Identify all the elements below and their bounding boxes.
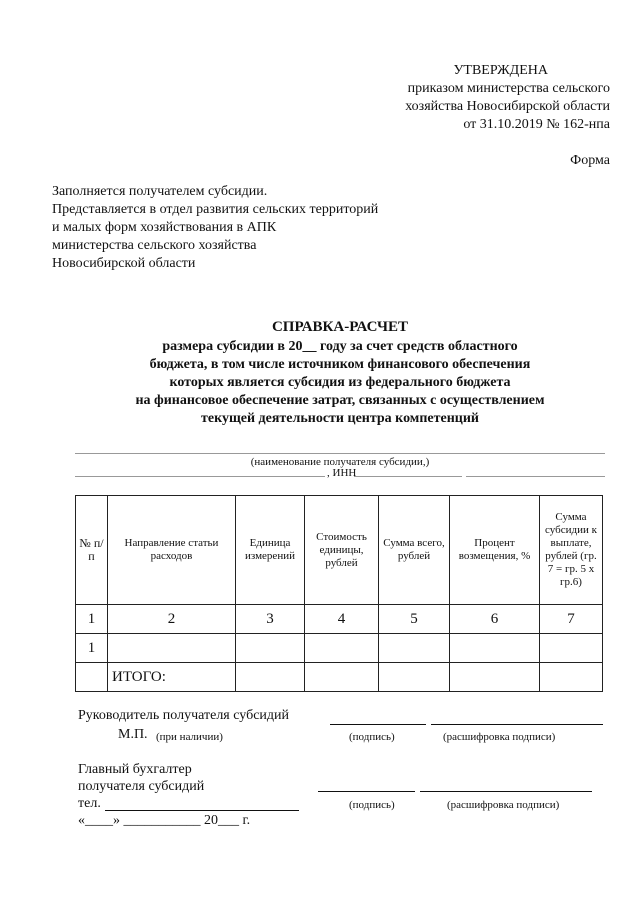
column-number: 2 <box>108 605 236 634</box>
column-number: 6 <box>450 605 540 634</box>
notice-line: министерства сельского хозяйства <box>52 238 257 253</box>
column-number: 5 <box>379 605 450 634</box>
header-cell: Сумма субсидии к выплате, рублей (гр. 7 = гр. 5 х гр.6) <box>540 496 603 605</box>
mp-note: (при наличии) <box>156 731 223 743</box>
recipient-name-line[interactable] <box>75 453 605 454</box>
accountant-signature-line[interactable] <box>318 791 415 792</box>
inn-field-line[interactable] <box>354 476 462 477</box>
title-line: которых является субсидия из федерального бюджета <box>169 375 511 390</box>
approval-line: хозяйства Новосибирской области <box>405 99 610 114</box>
notice-line: Представляется в отдел развития сельских территорий <box>52 202 379 217</box>
title-line: текущей деятельности центра компетенций <box>201 411 479 426</box>
recipient-name-caption: (наименование получателя субсидии,) <box>250 456 430 468</box>
notice-block <box>52 183 378 273</box>
total-label: ИТОГО: <box>108 663 236 692</box>
head-decoding-line[interactable] <box>431 724 603 725</box>
notice-line: Новосибирской области <box>52 256 196 271</box>
head-signature-line[interactable] <box>330 724 426 725</box>
accountant-label: получателя субсидий <box>78 779 205 794</box>
column-number: 1 <box>76 605 108 634</box>
document-title <box>60 318 620 428</box>
signature-caption: (подпись) <box>349 731 395 743</box>
header-cell: Единица измерений <box>236 496 305 605</box>
header-cell: Стоимость единицы, рублей <box>305 496 379 605</box>
approval-line: от 31.10.2019 № 162-нпа <box>463 117 610 132</box>
table-cell[interactable] <box>305 663 379 692</box>
table-row <box>76 634 603 663</box>
signature-caption: (подпись) <box>349 799 395 811</box>
table-cell[interactable] <box>450 634 540 663</box>
decoding-caption: (расшифровка подписи) <box>447 799 560 811</box>
phone-label: тел. <box>78 796 101 811</box>
inn-label: , ИНН <box>327 467 357 479</box>
date-year: 20___ г. <box>204 813 251 828</box>
title-line: размера субсидии в 20__ году за счет средств областного <box>162 339 518 354</box>
table-cell[interactable] <box>108 634 236 663</box>
phone-field-line[interactable] <box>105 810 299 811</box>
table-cell[interactable] <box>236 663 305 692</box>
table-cell[interactable] <box>540 634 603 663</box>
header-cell: № п/п <box>76 496 108 605</box>
table-cell[interactable] <box>379 663 450 692</box>
title-main: СПРАВКА-РАСЧЕТ <box>271 319 409 335</box>
header-cell: Направление статьи расходов <box>108 496 236 605</box>
column-number: 7 <box>540 605 603 634</box>
title-line: бюджета, в том числе источником финансового обеспечения <box>149 357 531 372</box>
date-day: «____» <box>78 813 120 828</box>
calculation-table <box>75 495 603 692</box>
approval-heading: УТВЕРЖДЕНА <box>453 63 548 78</box>
decoding-caption: (расшифровка подписи) <box>443 731 556 743</box>
date-month: ___________ <box>123 813 201 828</box>
table-cell[interactable] <box>305 634 379 663</box>
recipient-extra-line[interactable] <box>75 476 325 477</box>
inn-extra-line[interactable] <box>466 476 605 477</box>
notice-line: и малых форм хозяйствования в АПК <box>52 220 277 235</box>
head-label: Руководитель получателя субсидий <box>78 708 290 723</box>
column-number: 3 <box>236 605 305 634</box>
total-row <box>76 663 603 692</box>
table-cell[interactable] <box>236 634 305 663</box>
column-number-row <box>76 605 603 634</box>
header-cell: Сумма всего, рублей <box>379 496 450 605</box>
date-field[interactable] <box>78 813 250 829</box>
header-cell: Процент возмещения, % <box>450 496 540 605</box>
approval-block <box>330 62 610 134</box>
accountant-label: Главный бухгалтер <box>78 762 192 777</box>
table-header-row <box>76 496 603 605</box>
table-cell[interactable] <box>379 634 450 663</box>
title-line: на финансовое обеспечение затрат, связанных с осуществлением <box>135 393 545 408</box>
table-cell <box>76 663 108 692</box>
column-number: 4 <box>305 605 379 634</box>
approval-line: приказом министерства сельского <box>407 81 610 96</box>
row-number: 1 <box>76 634 108 663</box>
form-label: Форма <box>570 153 610 168</box>
table-cell[interactable] <box>540 663 603 692</box>
table-cell[interactable] <box>450 663 540 692</box>
notice-line: Заполняется получателем субсидии. <box>52 184 268 199</box>
mp-label: М.П. <box>118 727 148 742</box>
accountant-decoding-line[interactable] <box>420 791 592 792</box>
